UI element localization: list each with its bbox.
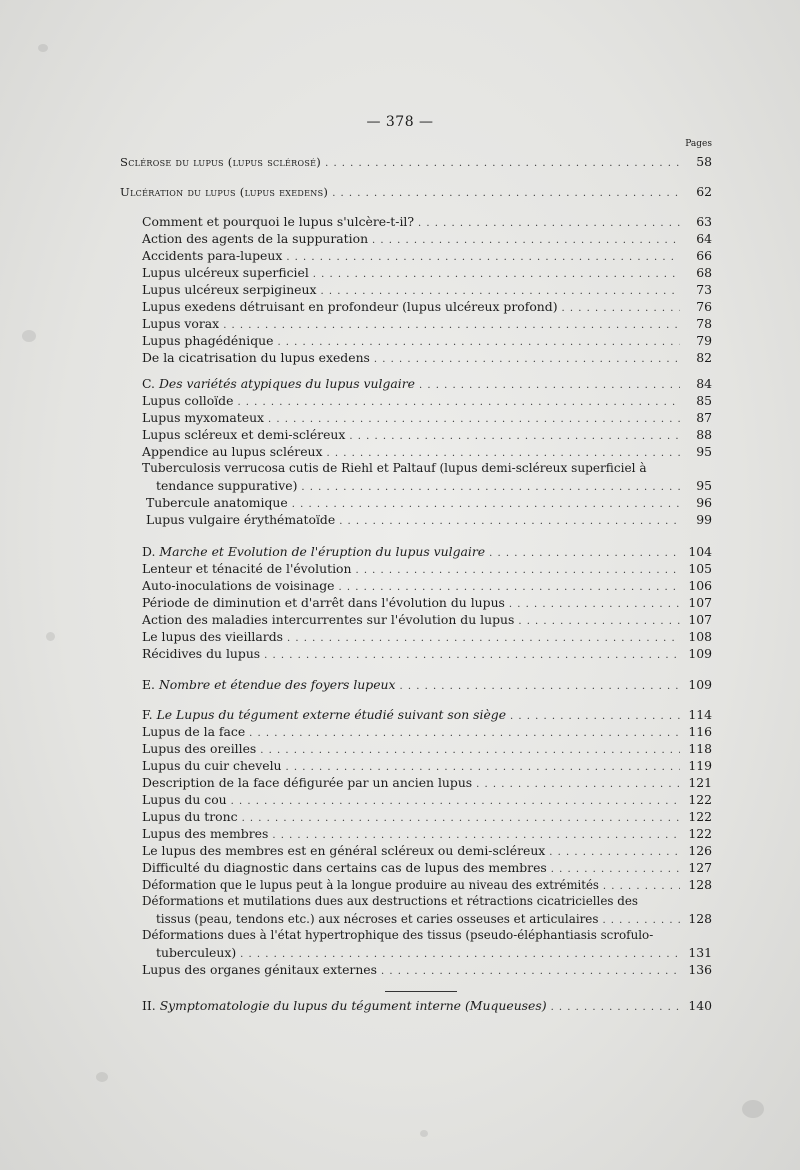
dot-leader: [551, 999, 680, 1016]
toc-entry-page: 109: [688, 677, 712, 692]
section-divider: [385, 991, 457, 992]
toc-entry: [146, 511, 712, 530]
dot-leader: [374, 351, 680, 368]
toc-entry-first-line: Déformations dues à l'état hypertrophique des tissus (pseudo-éléphantiasis scrofulo-: [142, 928, 654, 942]
toc-entry-title: Le lupus des membres est en général scléreux ou demi-scléreux: [142, 843, 546, 858]
toc-entry-title: Accidents para-lupeux: [142, 248, 283, 263]
toc-entry-page: 121: [688, 775, 712, 790]
toc-entry-title: tissus (peau, tendons etc.) aux nécroses et caries osseuses et articulaires: [156, 912, 599, 926]
toc-entry-page: 128: [688, 877, 712, 892]
dot-leader: [332, 185, 680, 202]
toc-entry-page: 58: [696, 154, 712, 169]
toc-section-title: II. Symptomatologie du lupus du tégument interne (Muqueuses): [142, 998, 547, 1013]
toc-entry: [120, 183, 712, 202]
dot-leader: [381, 963, 680, 980]
toc-entry-page: 140: [688, 998, 712, 1013]
toc-entry-page: 85: [696, 393, 712, 408]
toc-entry-title: Lupus des oreilles: [142, 741, 257, 756]
toc-entry-page: 122: [688, 792, 712, 807]
toc-entry-title: Lupus scléreux et demi-scléreux: [142, 427, 346, 442]
paper-speck: [38, 44, 48, 52]
toc-entry-page: 108: [688, 629, 712, 644]
toc-entry-title: Action des agents de la suppuration: [142, 231, 369, 246]
toc-entry: [142, 961, 712, 980]
toc-section-title: F. Le Lupus du tégument externe étudié suivant son siège: [142, 707, 507, 722]
toc-entry-title: Lupus des membres: [142, 826, 269, 841]
toc-entry-title: Déformation que le lupus peut à la longue produire au niveau des extrémités: [142, 878, 599, 892]
toc-entry-title: Lenteur et ténacité de l'évolution: [142, 561, 352, 576]
section-letter: C.: [142, 376, 155, 391]
paper-speck: [420, 1130, 428, 1137]
toc-entry-page: 126: [688, 843, 712, 858]
toc-entry-page: 127: [688, 860, 712, 875]
toc-entry-page: 107: [688, 612, 712, 627]
toc-entry-title: Lupus vulgaire érythématoïde: [146, 512, 336, 527]
toc-entry-page: 88: [696, 427, 712, 442]
toc-entry-title: Lupus du cou: [142, 792, 227, 807]
toc-entry-title: Appendice au lupus scléreux: [142, 444, 323, 459]
toc-entry-page: 73: [696, 282, 712, 297]
pages-column-label: Pages: [685, 139, 712, 149]
toc-entry-title: Lupus vorax: [142, 316, 220, 331]
toc-entry-title: Lupus ulcéreux serpigineux: [142, 282, 317, 297]
toc-entry-page: 131: [688, 945, 712, 960]
toc-entry-page: 66: [696, 248, 712, 263]
toc-entry-page: 119: [688, 758, 712, 773]
toc-entry-page: 99: [696, 512, 712, 527]
toc-entry-first-line: Tuberculosis verrucosa cutis de Riehl et Paltauf (lupus demi-scléreux superficiel à: [142, 461, 647, 475]
toc-entry-page: 63: [696, 214, 712, 229]
toc-entry-title: Lupus phagédénique: [142, 333, 274, 348]
page-number: — 378 —: [366, 114, 434, 130]
toc-entry-page: 118: [688, 741, 712, 756]
toc-entry-page: 106: [688, 578, 712, 593]
toc-entry-title: Ulcération du lupus (lupus exedens): [120, 185, 329, 199]
toc-entry-page: 82: [696, 350, 712, 365]
dot-leader: [325, 155, 680, 172]
toc-entry-title: Action des maladies intercurrentes sur l'évolution du lupus: [142, 612, 515, 627]
toc-entry-page: 95: [696, 444, 712, 459]
toc-entry-title: Récidives du lupus: [142, 646, 261, 661]
toc-entry-title: Lupus du cuir chevelu: [142, 758, 282, 773]
section-letter: D.: [142, 544, 156, 559]
toc-entry-page: 62: [696, 184, 712, 199]
toc-section-entry: [142, 997, 712, 1016]
toc-entry-title: Période de diminution et d'arrêt dans l'évolution du lupus: [142, 595, 505, 610]
toc-entry-title: Lupus colloïde: [142, 393, 234, 408]
section-letter: E.: [142, 677, 155, 692]
paper-speck: [742, 1100, 764, 1118]
toc-entry-page: 76: [696, 299, 712, 314]
paper-speck: [22, 330, 36, 342]
toc-entry-page: 64: [696, 231, 712, 246]
toc-entry-page: 68: [696, 265, 712, 280]
toc-entry-page: 79: [696, 333, 712, 348]
toc-entry-title: Tubercule anatomique: [146, 495, 288, 510]
toc-entry-title: Lupus exedens détruisant en profondeur (lupus ulcéreux profond): [142, 299, 558, 314]
toc-entry-page: 104: [688, 544, 712, 559]
paper-speck: [96, 1072, 108, 1082]
toc-entry: [142, 349, 712, 368]
toc-entry-page: 96: [696, 495, 712, 510]
toc-entry-page: 84: [696, 376, 712, 391]
toc-entry-page: 87: [696, 410, 712, 425]
toc-entry-title: Lupus du tronc: [142, 809, 238, 824]
paper-speck: [46, 632, 55, 641]
toc-entry-page: 105: [688, 561, 712, 576]
toc-entry: [120, 153, 712, 172]
toc-entry: [142, 645, 712, 664]
section-numeral: II.: [142, 998, 156, 1013]
toc-entry-title: De la cicatrisation du lupus exedens: [142, 350, 370, 365]
toc-entry-title: Auto-inoculations de voisinage: [142, 578, 335, 593]
toc-entry-page: 128: [688, 911, 712, 926]
toc-entry-page: 95: [696, 478, 712, 493]
dot-leader: [264, 647, 680, 664]
toc-entry-page: 122: [688, 826, 712, 841]
toc-entry-page: 116: [688, 724, 712, 739]
toc-entry-first-line: Déformations et mutilations dues aux destructions et rétractions cicatricielles des: [142, 894, 639, 908]
toc-entry-title: Sclérose du lupus (lupus sclérosé): [120, 155, 322, 169]
toc-entry-title: Description de la face défigurée par un ancien lupus: [142, 775, 473, 790]
toc-entry-title: Lupus ulcéreux superficiel: [142, 265, 309, 280]
toc-entry-page: 109: [688, 646, 712, 661]
toc-entry-page: 114: [688, 707, 712, 722]
toc-entry-page: 136: [688, 962, 712, 977]
toc-section-title: C. Des variétés atypiques du lupus vulgaire: [142, 376, 416, 391]
toc-section-title: D. Marche et Evolution de l'éruption du lupus vulgaire: [142, 544, 486, 559]
dot-leader: [339, 513, 680, 530]
toc-entry-page: 107: [688, 595, 712, 610]
toc-section-entry: [142, 676, 712, 695]
toc-entry-title: Lupus de la face: [142, 724, 246, 739]
toc-entry-title: Le lupus des vieillards: [142, 629, 283, 644]
toc-entry-title: Comment et pourquoi le lupus s'ulcère-t-il?: [142, 214, 415, 229]
toc-section-title: E. Nombre et étendue des foyers lupeux: [142, 677, 396, 692]
dot-leader: [400, 678, 680, 695]
toc-entry-title: tendance suppurative): [156, 478, 298, 493]
toc-entry-title: tuberculeux): [156, 945, 237, 960]
toc-entry-page: 122: [688, 809, 712, 824]
toc-entry-title: Lupus myxomateux: [142, 410, 265, 425]
section-letter: F.: [142, 707, 153, 722]
toc-entry-title: Difficulté du diagnostic dans certains cas de lupus des membres: [142, 860, 547, 875]
toc-entry-page: 78: [696, 316, 712, 331]
toc-entry-title: Lupus des organes génitaux externes: [142, 962, 377, 977]
